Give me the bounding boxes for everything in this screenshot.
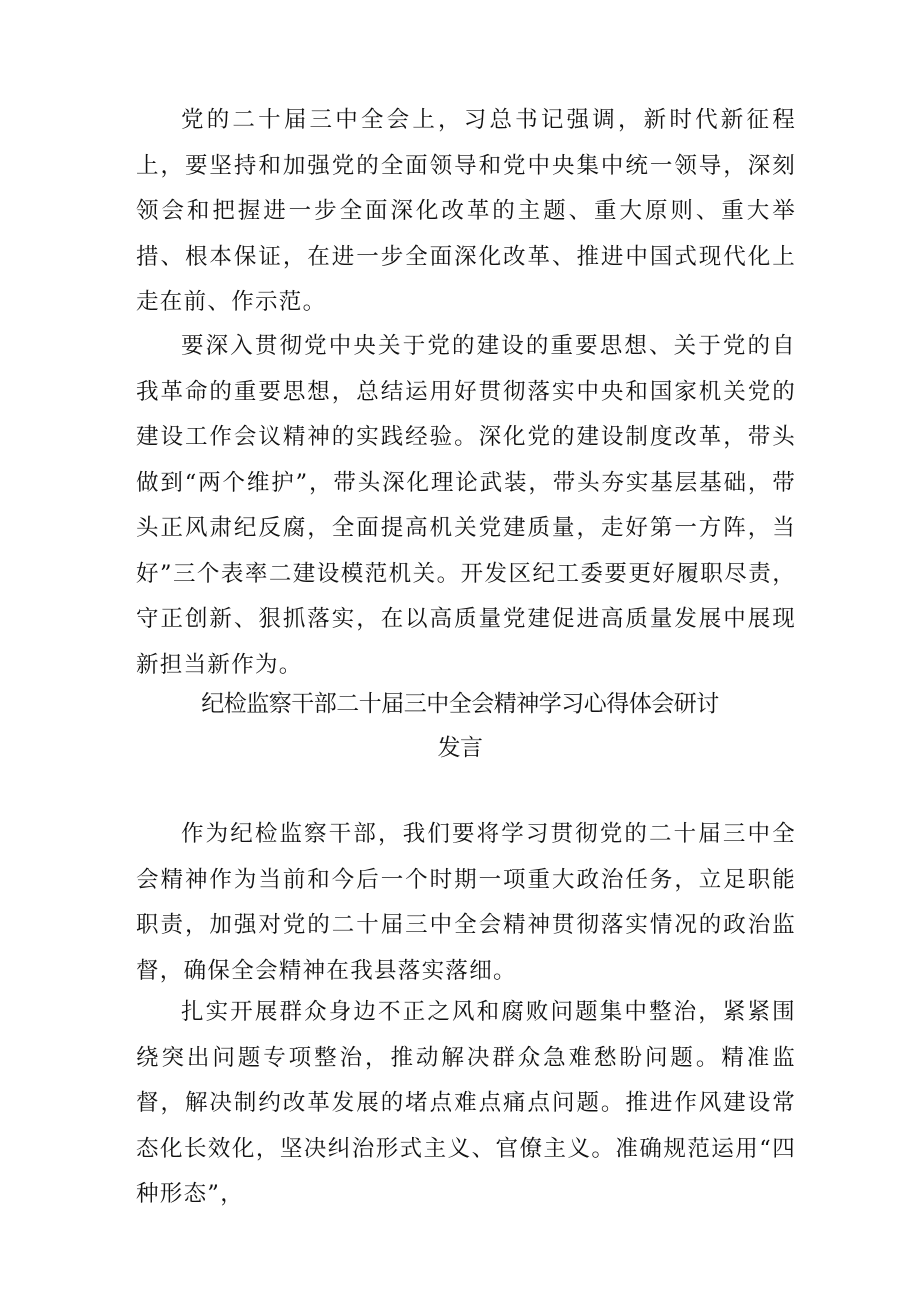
paragraph-2: 要深入贯彻党中央关于党的建设的重要思想、关于党的自我革命的重要思想，总结运用好贯彻落实中央和国家机关党的建设工作会议精神的实践经验。深化党的建设制度改革，带头做到“两个维护”，带头深化理论武装，带头夯实基层基础，带头正风肃纪反腐，全面提高机关党建质量，走好第一方阵，当好”三个表率二建设模范机关。开发区纪工委要更好履职尽责，守正创新、狠抓落实，在以高质量党建促进高质量发展中展现新担当新作为。 bbox=[136, 333, 796, 678]
section-title-line-2: 发言 bbox=[437, 735, 483, 761]
paragraph-3: 作为纪检监察干部，我们要将学习贯彻党的二十届三中全会精神作为当前和今后一个时期一项重大政治任务，立足职能职责，加强对党的二十届三中全会精神贯彻落实情况的政治监督，确保全会精神在我县落实落细。 bbox=[136, 821, 796, 984]
paragraph-1: 党的二十届三中全会上，习总书记强调，新时代新征程上，要坚持和加强党的全面领导和党中央集中统一领导，深刻领会和把握进一步全面深化改革的主题、重大原则、重大举措、根本保证，在进一步全面深化改革、推进中国式现代化上走在前、作示范。 bbox=[136, 107, 796, 315]
paragraph-4: 扎实开展群众身边不正之风和腐败问题集中整治，紧紧围绕突出问题专项整治，推动解决群众急难愁盼问题。精准监督，解决制约改革发展的堵点难点痛点问题。推进作风建设常态化长效化，坚决纠治形式主义、官僚主义。准确规范运用“四种形态”， bbox=[136, 999, 796, 1207]
section-title-line-1: 纪检监察干部二十届三中全会精神学习心得体会研讨 bbox=[201, 691, 719, 717]
